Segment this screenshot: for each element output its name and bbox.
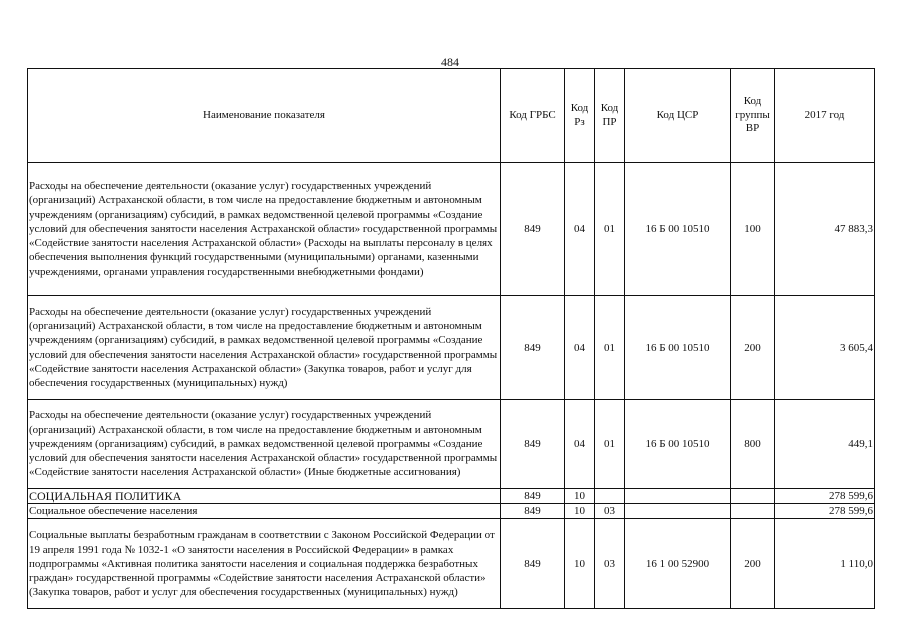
row-pr: 01 <box>595 163 625 296</box>
header-grbs: Код ГРБС <box>501 69 565 163</box>
row-amount: 278 599,6 <box>775 504 875 519</box>
row-amount: 3 605,4 <box>775 296 875 400</box>
row-rz: 04 <box>565 400 595 489</box>
table-row <box>28 163 875 296</box>
row-vr: 800 <box>731 400 775 489</box>
row-rz: 10 <box>565 519 595 609</box>
row-name: Расходы на обеспечение деятельности (оказание услуг) государственных учреждений (организаций) Астраханской области, в том числе на предоставление бюджетным и автономным учреждениям (организациям) субсидий, в рамках ведомственной целевой программы «Создание условий для обеспечения занятости населения Астраханской области» государственной программы «Содействие занятости населения Астраханской области» (Закупка товаров, работ и услуг для обеспечения государственных (муниципальных) нужд) <box>28 296 501 400</box>
row-csr: 16 Б 00 10510 <box>625 163 731 296</box>
row-name: Расходы на обеспечение деятельности (оказание услуг) государственных учреждений (организаций) Астраханской области, в том числе на предоставление бюджетным и автономным учреждениям (организациям) субсидий, в рамках ведомственной целевой программы «Создание условий для обеспечения занятости населения Астраханской области» государственной программы «Содействие занятости населения Астраханской области» (Расходы на выплаты персоналу в целях обеспечения выполнения функций государственными (муниципальными) органами, казенными учреждениями, органами управления государственными внебюджетными фондами) <box>28 163 501 296</box>
table-row <box>28 489 875 504</box>
row-rz: 04 <box>565 163 595 296</box>
table-row <box>28 519 875 609</box>
row-name: Социальное обеспечение населения <box>28 504 501 519</box>
row-vr <box>731 489 775 504</box>
row-pr <box>595 489 625 504</box>
table-row <box>28 296 875 400</box>
header-name: Наименование показателя <box>28 69 501 163</box>
row-vr: 100 <box>731 163 775 296</box>
row-csr <box>625 504 731 519</box>
row-csr: 16 Б 00 10510 <box>625 400 731 489</box>
table-row <box>28 400 875 489</box>
page-number: 484 <box>441 55 459 69</box>
header-year: 2017 год <box>775 69 875 163</box>
row-grbs: 849 <box>501 296 565 400</box>
row-pr: 01 <box>595 296 625 400</box>
row-name: СОЦИАЛЬНАЯ ПОЛИТИКА <box>28 489 501 504</box>
header-csr: Код ЦСР <box>625 69 731 163</box>
row-grbs: 849 <box>501 504 565 519</box>
table-row <box>28 504 875 519</box>
row-amount: 1 110,0 <box>775 519 875 609</box>
row-grbs: 849 <box>501 163 565 296</box>
row-grbs: 849 <box>501 519 565 609</box>
row-pr: 03 <box>595 504 625 519</box>
row-grbs: 849 <box>501 400 565 489</box>
header-pr: Код ПР <box>595 69 625 163</box>
row-vr: 200 <box>731 296 775 400</box>
row-amount: 449,1 <box>775 400 875 489</box>
row-rz: 04 <box>565 296 595 400</box>
row-vr <box>731 504 775 519</box>
header-rz: Код Рз <box>565 69 595 163</box>
row-rz: 10 <box>565 504 595 519</box>
row-csr: 16 Б 00 10510 <box>625 296 731 400</box>
row-rz: 10 <box>565 489 595 504</box>
row-name: Расходы на обеспечение деятельности (оказание услуг) государственных учреждений (организаций) Астраханской области, в том числе на предоставление бюджетным и автономным учреждениям (организациям) субсидий, в рамках ведомственной целевой программы «Создание условий для обеспечения занятости населения Астраханской области» государственной программы «Содействие занятости населения Астраханской области» (Иные бюджетные ассигнования) <box>28 400 501 489</box>
header-vr: Код группы ВР <box>731 69 775 163</box>
row-csr: 16 1 00 52900 <box>625 519 731 609</box>
row-pr: 03 <box>595 519 625 609</box>
row-name: Социальные выплаты безработным гражданам в соответствии с Законом Российской Федерации от 19 апреля 1991 года № 1032-1 «О занятости населения в Российской Федерации» в рамках подпрограммы «Активная политика занятости населения и социальная поддержка безработных граждан» государственной программы «Содействие занятости населения Астраханской области» (Закупка товаров, работ и услуг для обеспечения государственных (муниципальных) нужд) <box>28 519 501 609</box>
table-header-row <box>28 69 875 163</box>
budget-table <box>27 68 875 609</box>
row-grbs: 849 <box>501 489 565 504</box>
row-pr: 01 <box>595 400 625 489</box>
row-csr <box>625 489 731 504</box>
row-amount: 278 599,6 <box>775 489 875 504</box>
row-vr: 200 <box>731 519 775 609</box>
row-amount: 47 883,3 <box>775 163 875 296</box>
